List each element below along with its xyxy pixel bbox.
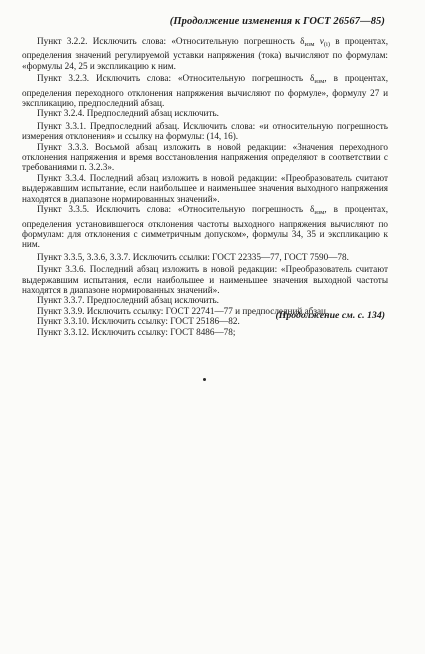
paragraph-3-2-2: Пункт 3.2.2. Исключить слова: «Относительную погрешность $\delta_{изм}$ $v_{(i)}$ в процентах, определения значений регулируемой уставки напряжения (тока) вычисляют по формулам: «формулы 24, 25 и экспликацию к ним. [22, 36, 389, 71]
paragraph-3-3-4: Пункт 3.3.4. Последний абзац изложить в новой редакции: «Преобразователь считают выдержавшим испытание, если наибольшее и наименьшее значения выходного напряжения находятся в диапазоне нормированных значений». [22, 172, 388, 204]
paragraph-3-3-6: Пункт 3.3.6. Последний абзац изложить в новой редакции: «Преобразователь считают выдержавшим испытания, если наибольшее и наименьшее значения выходной частоты находятся в диапазоне нормированных значений». [22, 264, 388, 295]
paragraph-3-3-5: Пункт 3.3.5. Исключить слова: «Относительную погрешность $\delta_{изм}$, в процентах, определения установившегося отклонения частоты выходного напряжения вычисляют по формулам: для отклонения с симметричным допуском», формулы 34, 35 и экспликацию к ним. [22, 204, 388, 250]
continuation-header: (Продолжение изменения к ГОСТ 26567—85) [169, 16, 385, 27]
paragraph-3-3-10: Пункт 3.3.10. Исключить ссылку: ГОСТ 25186—82. [37, 316, 240, 327]
document-body [22, 36, 388, 337]
paragraph-3-3-3: Пункт 3.3.3. Восьмой абзац изложить в новой редакции: «Значения переходного отклонения напряжения и время восстановления напряжения определяют в соответствии с требованиями п. 3.2.3». [22, 141, 388, 173]
paragraph-3-3-9: Пункт 3.3.9. Исключить ссылку: ГОСТ 22741—77 и предпоследний абзац. [37, 305, 329, 316]
paragraph-3-3-12: Пункт 3.3.12. Исключить ссылку: ГОСТ 8486—78; [37, 326, 236, 337]
ink-dot [203, 378, 206, 381]
paragraph-3-3-1: Пункт 3.3.1. Предпоследний абзац. Исключить слова: «и относительную погрешность измерения отклонения» и ссылку на формулы: (14, 16). [22, 120, 388, 142]
paragraph-3-3-7: Пункт 3.3.7. Предпоследний абзац исключить. [37, 295, 219, 306]
continuation-footer: (Продолжение см. с. 134) [275, 310, 385, 321]
paragraph-3-3-5-6-7: Пункт 3.3.5, 3.3.6, 3.3.7. Исключить ссылки: ГОСТ 22335—77, ГОСТ 7590—78. [37, 251, 349, 262]
paragraph-3-2-3: Пункт 3.2.3. Исключить слова: «Относительную погрешность $\delta_{изм}$, в процентах, определения переходного отклонения напряжения вычисляют по формуле», формулу 27 и экспликацию, предпоследний абзац. [22, 73, 388, 109]
paragraph-3-2-4: Пункт 3.2.4. Предпоследний абзац исключить. [37, 108, 219, 119]
